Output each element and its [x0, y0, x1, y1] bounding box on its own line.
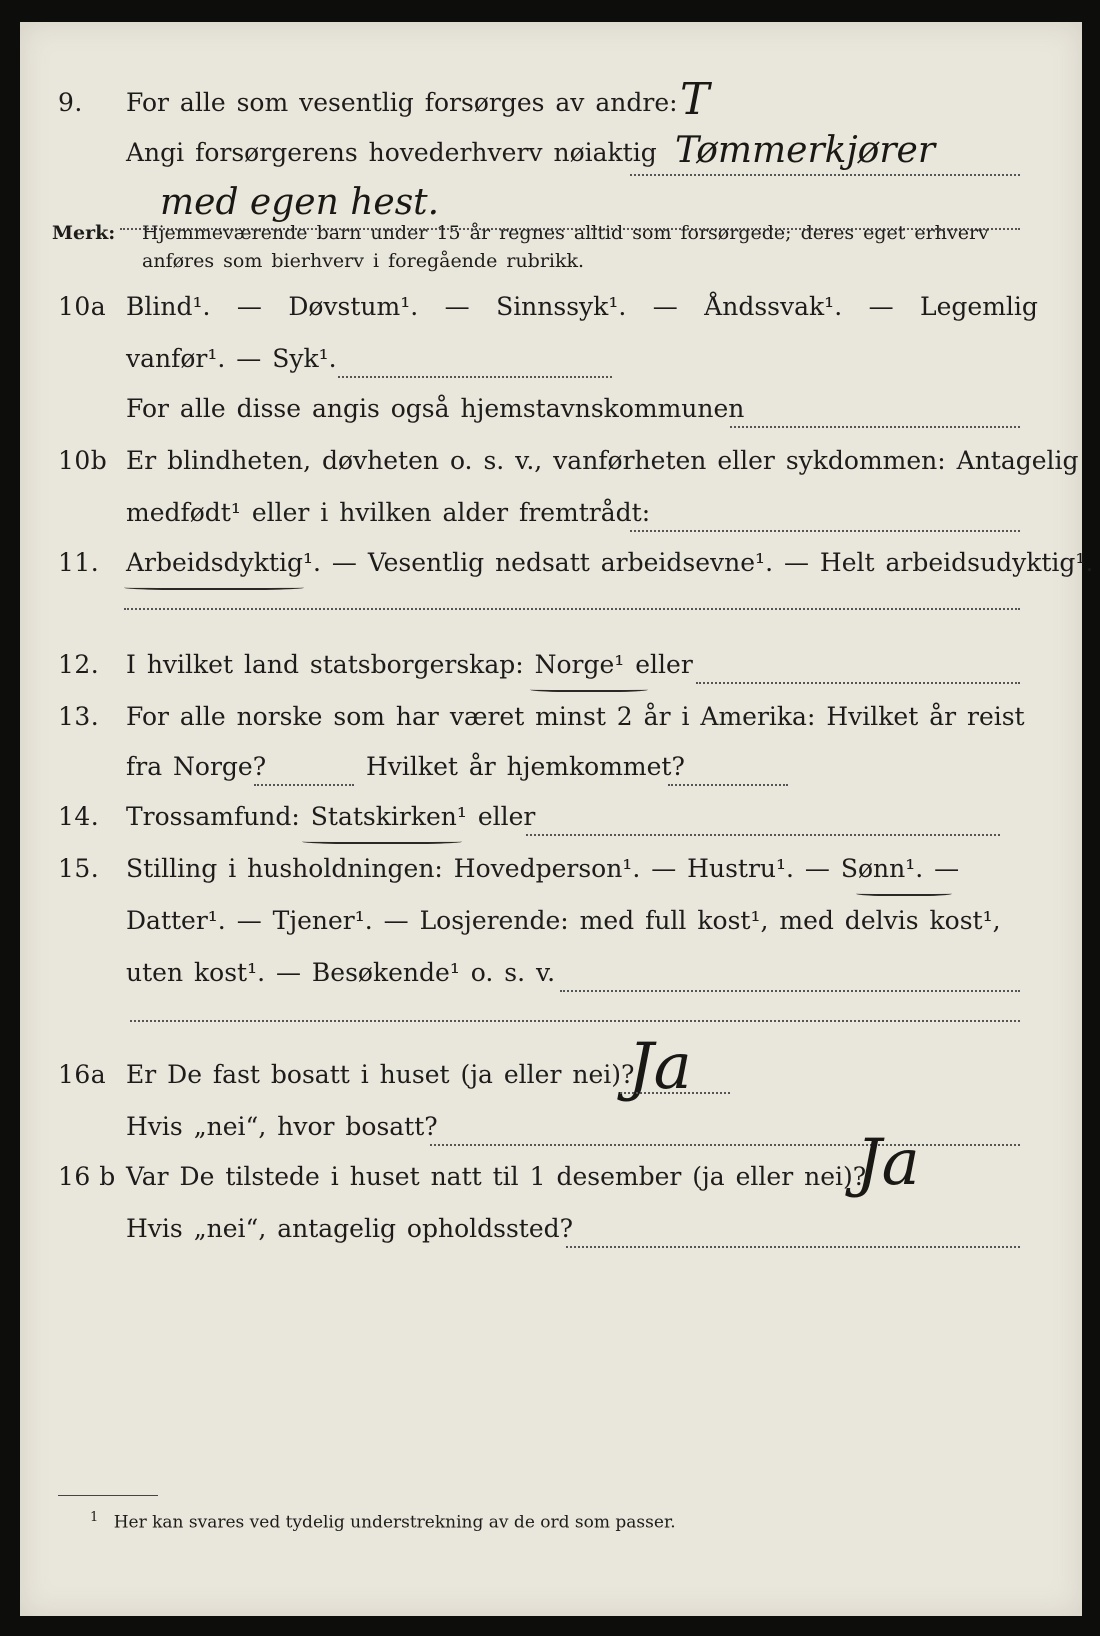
q10a-option-andssvak: Åndssvak¹. [704, 292, 843, 321]
q10a-option-blind: Blind¹. [126, 292, 211, 321]
q15-answer-line-2 [130, 1020, 1020, 1022]
footnote-marker: 1 [90, 1510, 99, 1525]
q9-row-2 [20, 130, 1082, 182]
q12-answer-underline [530, 684, 648, 692]
footnote-text: Her kan svares ved tydelig understrekning av de ord som passer. [113, 1512, 676, 1533]
footnote-rule [58, 1495, 158, 1496]
q10a-dash-3: — [652, 292, 678, 321]
q14-number: 14. [58, 802, 100, 831]
q11-number: 11. [58, 548, 100, 577]
q10b-row-1 [20, 446, 1082, 490]
q16a-followup: Hvis „nei“, hvor bosatt? [126, 1112, 438, 1141]
q10a-line-2: vanfør¹. — Syk¹. [126, 344, 337, 373]
q16b-handwritten-answer: Ja [856, 1126, 920, 1200]
q10a-answer-line [338, 376, 612, 378]
q10a-dash-2: — [444, 292, 470, 321]
q15-line-1: Stilling i husholdningen: Hovedperson¹. — Hustru¹. — Sønn¹. — [126, 854, 960, 883]
q15-row-1 [20, 854, 1082, 898]
q9-handwritten-occupation: Tømmerkjører [675, 130, 936, 171]
q15-row-3 [20, 958, 1082, 1002]
q10a-dash-1: — [236, 292, 262, 321]
q16b-question: Var De tilstede i huset natt til 1 desember (ja eller nei)? [126, 1162, 867, 1191]
q16b-followup: Hvis „nei“, antagelig opholdssted? [126, 1214, 574, 1243]
q9-instruction: Angi forsørgerens hovederhverv nøiaktig [126, 138, 657, 167]
q13-row-1 [20, 702, 1082, 746]
q10a-row-3 [20, 394, 1082, 438]
q12-answer-line [696, 682, 1020, 684]
q12-number: 12. [58, 650, 100, 679]
q9-question: For alle som vesentlig forsørges av andre: [126, 88, 678, 117]
footnote [90, 1510, 676, 1533]
q12-question: I hvilket land statsborgerskap: Norge¹ eller [126, 650, 693, 679]
q9-answer-line [630, 174, 1020, 176]
q16a-row-2 [20, 1112, 1082, 1156]
census-form-page [20, 22, 1094, 1616]
q16a-handwritten-answer: Ja [628, 1030, 692, 1104]
q9-row-1 [20, 74, 1082, 132]
q15-answer-line [560, 990, 1020, 992]
q16a-followup-line [430, 1144, 1020, 1146]
q14-answer-line [526, 834, 1000, 836]
q10a-option-sinnssyk: Sinnssyk¹. [496, 292, 627, 321]
q13-return-line [668, 784, 788, 786]
q13-line-1: For alle norske som har været minst 2 år i Amerika: Hvilket år reist [126, 702, 1025, 731]
q10b-row-2 [20, 498, 1082, 542]
q13-number: 13. [58, 702, 100, 731]
q9-handwritten-continuation: med egen hest. [160, 182, 440, 223]
q10b-number: 10b [58, 446, 108, 475]
q15-answer-underline [856, 888, 952, 896]
q16a-question: Er De fast bosatt i huset (ja eller nei)? [126, 1060, 635, 1089]
q16b-followup-line [566, 1246, 1020, 1248]
merk-line-2: anføres som bierhverv i foregående rubrikk. [142, 250, 585, 272]
q12-row [20, 650, 1082, 694]
q16a-answer-line [620, 1092, 730, 1094]
merk-line-1: Hjemmeværende barn under 15 år regnes alltid som forsørgede; deres eget erhverv [142, 222, 989, 244]
q11-row [20, 548, 1094, 592]
merk-label: Merk: [52, 222, 116, 244]
q15-number: 15. [58, 854, 100, 883]
q13-departure-label: fra Norge? [126, 752, 267, 781]
q11-answer-line [124, 608, 1020, 610]
q10a-number: 10a [58, 292, 107, 321]
q14-row [20, 802, 1082, 846]
q14-answer-underline [302, 836, 462, 844]
q9-handwritten-initial: T [680, 74, 710, 125]
q10a-dash-4: — [868, 292, 894, 321]
q16b-number: 16 b [58, 1162, 116, 1191]
q10b-line-2: medfødt¹ eller i hvilken alder fremtrådt: [126, 498, 651, 527]
q11-options: Arbeidsdyktig¹. — Vesentlig nedsatt arbeidsevne¹. — Helt arbeidsudyktig¹. [126, 548, 1094, 577]
q16a-row-1 [20, 1030, 1082, 1104]
q10a-option-dovstum: Døvstum¹. [288, 292, 419, 321]
q15-line-2: Datter¹. — Tjener¹. — Losjerende: med full kost¹, med delvis kost¹, [126, 906, 1001, 935]
q10a-row-1 [20, 292, 1082, 336]
q13-return-label: Hvilket år hjemkommet? [366, 752, 685, 781]
q16a-number: 16a [58, 1060, 107, 1089]
q10a-option-legemlig: Legemlig [920, 292, 1038, 321]
q10a-options [126, 292, 1038, 321]
q15-line-3: uten kost¹. — Besøkende¹ o. s. v. [126, 958, 556, 987]
q13-departure-line [254, 784, 354, 786]
merk-note-2 [20, 250, 1082, 294]
q13-row-2 [20, 752, 1082, 796]
q16b-row-2 [20, 1214, 1082, 1258]
q10a-row-2 [20, 344, 1082, 388]
q11-answer-underline [124, 582, 304, 590]
q10a-home-municipality-line [730, 426, 1020, 428]
q10b-line-1: Er blindheten, døvheten o. s. v., vanførheten eller sykdommen: Antagelig [126, 446, 1079, 475]
q15-row-2 [20, 906, 1082, 950]
q9-number: 9. [58, 88, 83, 117]
q15-answer-row [20, 1006, 1082, 1050]
q10a-line-3: For alle disse angis også hjemstavnskommunen [126, 394, 745, 423]
q11-answer-row [20, 594, 1082, 638]
q14-question: Trossamfund: Statskirken¹ eller [126, 802, 536, 831]
q10b-answer-line [630, 530, 1020, 532]
